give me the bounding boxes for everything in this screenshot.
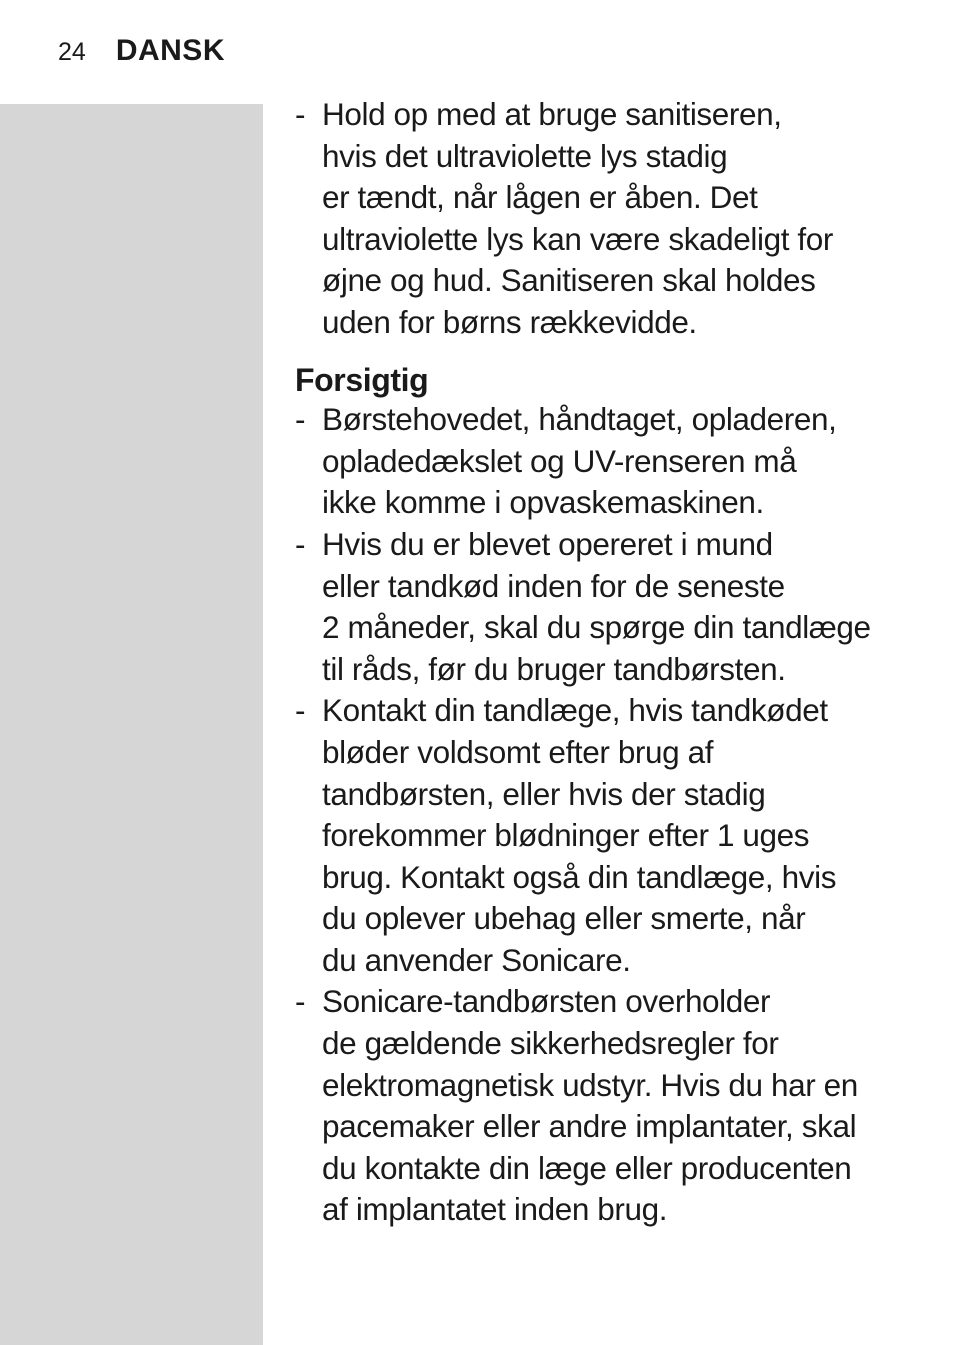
text-line: bløder voldsomt efter brug af: [322, 733, 714, 770]
list-item: [295, 94, 905, 344]
text-line: ultraviolette lys kan være skadeligt for: [322, 220, 833, 257]
sidebar-panel: [0, 104, 263, 1345]
text-line: hvis det ultraviolette lys stadig: [322, 137, 728, 174]
text-line: 2 måneder, skal du spørge din tandlæge: [322, 609, 871, 646]
text-line: elektromagnetisk udstyr. Hvis du har en: [322, 1066, 858, 1103]
list-item: [295, 690, 905, 981]
text-line: pacemaker eller andre implantater, skal: [322, 1108, 857, 1145]
section-label: DANSK: [115, 34, 225, 67]
text-line: tandbørsten, eller hvis der stadig: [322, 775, 766, 812]
bullet-dash: -: [295, 96, 306, 132]
text-line: til råds, før du bruger tandbørsten.: [322, 650, 786, 687]
text-line: opladedækslet og UV-renseren må: [322, 442, 797, 479]
text-line: øjne og hud. Sanitiseren skal holdes: [322, 262, 816, 299]
text-line: er tændt, når lågen er åben. Det: [322, 179, 758, 216]
text-line: du kontakte din læge eller producenten: [322, 1149, 852, 1186]
bullet-dash: -: [295, 692, 306, 729]
text-line: du oplever ubehag eller smerte, når: [322, 900, 806, 937]
section-heading: Forsigtig: [295, 361, 429, 398]
bullet-dash: -: [295, 401, 306, 438]
text-line: af implantatet inden brug.: [322, 1191, 668, 1228]
text-line: uden for børns rækkevidde.: [322, 303, 697, 340]
text-line: forekommer blødninger efter 1 uges: [322, 817, 810, 854]
text-line: brug. Kontakt også din tandlæge, hvis: [322, 858, 837, 895]
text-line: Børstehovedet, håndtaget, opladeren,: [322, 401, 837, 438]
text-line: Kontakt din tandlæge, hvis tandkødet: [322, 692, 828, 729]
text-line: Sonicare-tandbørsten overholder: [322, 983, 771, 1020]
text-line: du anvender Sonicare.: [322, 941, 631, 978]
text-line: Hold op med at bruge sanitiseren,: [322, 96, 782, 132]
text-line: ikke komme i opvaskemaskinen.: [322, 484, 764, 521]
page-header: [58, 34, 225, 74]
bullet-dash: -: [295, 983, 306, 1020]
list-item: [295, 524, 905, 690]
list-item: [295, 981, 905, 1231]
text-line: de gældende sikkerhedsregler for: [322, 1025, 779, 1062]
list-item: [295, 399, 905, 524]
text-line: Hvis du er blevet opereret i mund: [322, 525, 773, 562]
content-column: [295, 94, 905, 1231]
bullet-dash: -: [295, 525, 306, 562]
page-number: 24: [58, 38, 86, 66]
text-line: eller tandkød inden for de seneste: [322, 567, 785, 604]
